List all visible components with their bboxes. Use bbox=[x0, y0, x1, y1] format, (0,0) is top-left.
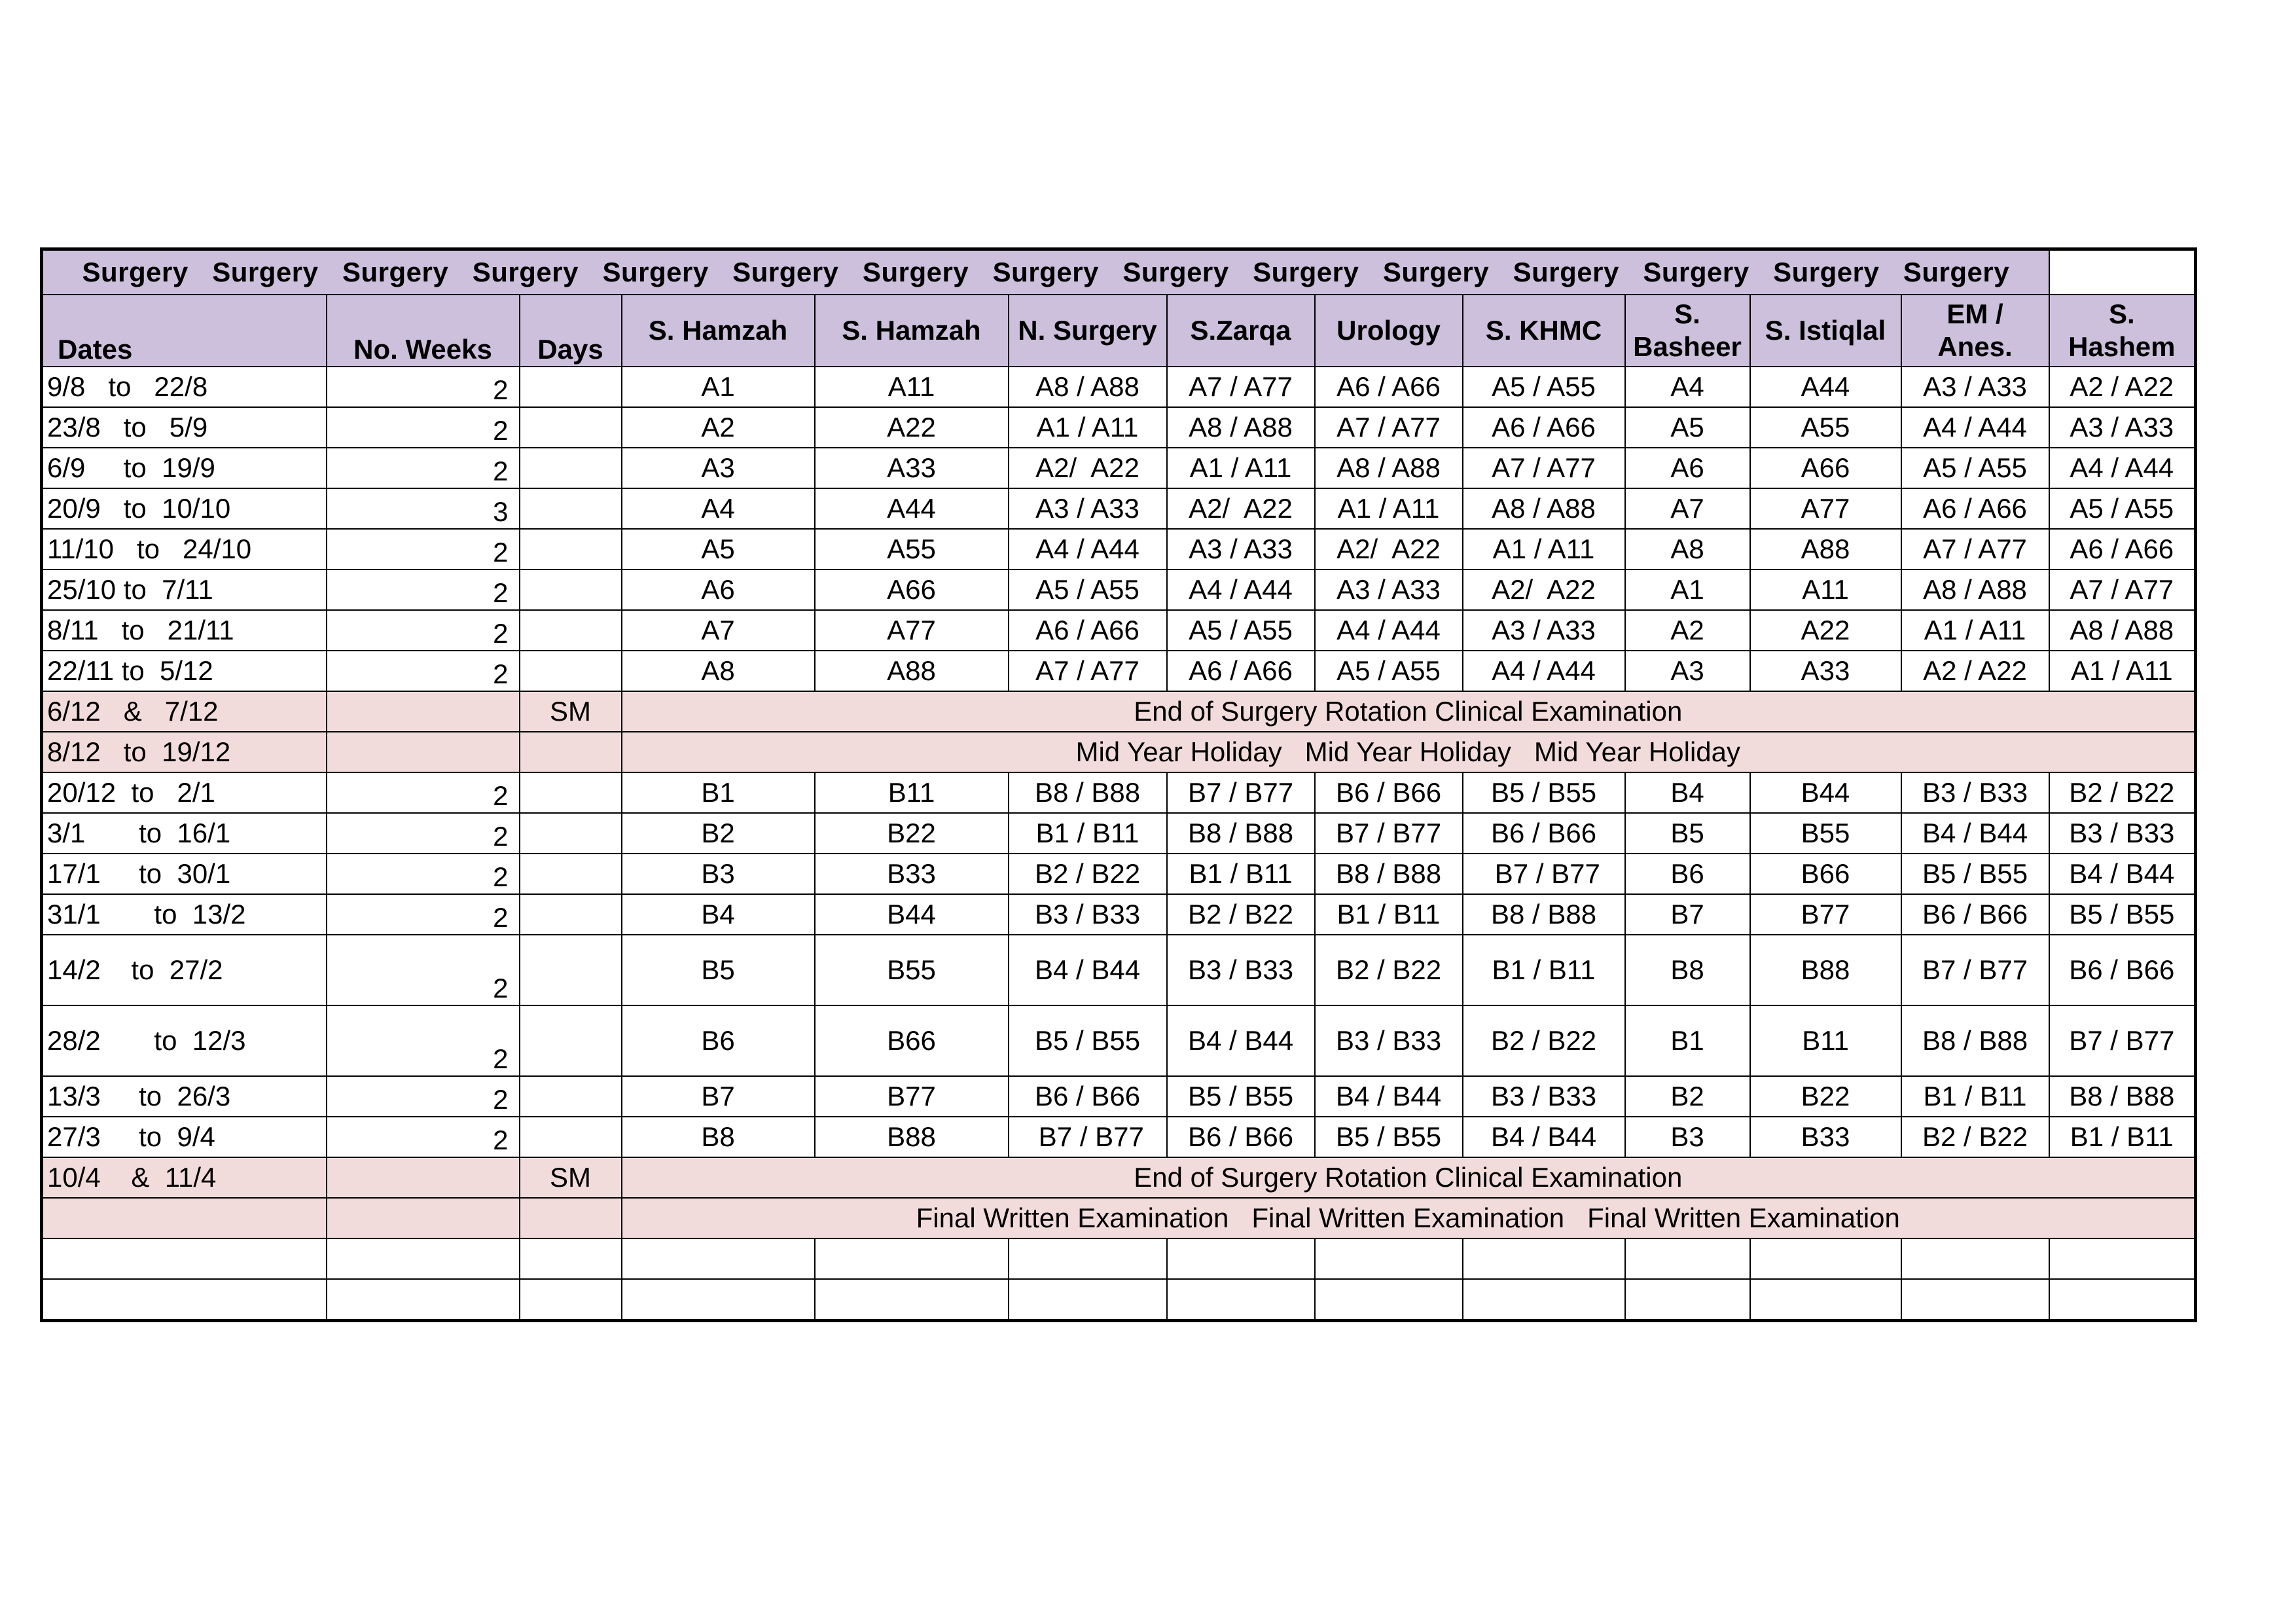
group-cell: B5 / B55 bbox=[1167, 1076, 1315, 1117]
group-cell: B2 / B22 bbox=[1167, 894, 1315, 935]
group-cell: A66 bbox=[815, 569, 1009, 610]
group-cell: A4 / A44 bbox=[1009, 529, 1167, 569]
group-cell: A7 bbox=[622, 610, 815, 651]
group-cell: B6 / B66 bbox=[1315, 772, 1463, 813]
group-cell: B5 / B55 bbox=[1463, 772, 1625, 813]
days-cell bbox=[520, 529, 622, 569]
group-cell: B2 bbox=[1625, 1076, 1750, 1117]
group-cell: B77 bbox=[1750, 894, 1901, 935]
group-cell: B2 bbox=[622, 813, 815, 854]
group-cell: B4 bbox=[622, 894, 815, 935]
group-cell: B77 bbox=[815, 1076, 1009, 1117]
group-cell: A4 / A44 bbox=[1463, 651, 1625, 691]
header-weeks: No. Weeks bbox=[327, 295, 520, 367]
table-row bbox=[42, 569, 2196, 610]
days-cell bbox=[520, 448, 622, 488]
group-cell: A5 / A55 bbox=[1463, 367, 1625, 407]
empty-cell bbox=[2049, 1279, 2196, 1321]
group-cell: A7 / A77 bbox=[1167, 367, 1315, 407]
header-col: EM / Anes. bbox=[1901, 295, 2049, 367]
span-text: Mid Year Holiday Mid Year Holiday Mid Year Holiday bbox=[622, 732, 2196, 772]
group-cell: B1 / B11 bbox=[1009, 813, 1167, 854]
group-cell: A6 / A66 bbox=[1315, 367, 1463, 407]
group-cell: B3 / B33 bbox=[1315, 1005, 1463, 1076]
group-cell: A3 bbox=[1625, 651, 1750, 691]
group-cell: A5 bbox=[622, 529, 815, 569]
weeks-cell: 2 bbox=[327, 894, 520, 935]
group-cell: A88 bbox=[1750, 529, 1901, 569]
days-cell bbox=[520, 569, 622, 610]
header-days: Days bbox=[520, 295, 622, 367]
days-cell bbox=[520, 894, 622, 935]
group-cell: A5 bbox=[1625, 407, 1750, 448]
span-text: End of Surgery Rotation Clinical Examination bbox=[622, 1157, 2196, 1198]
group-cell: A77 bbox=[815, 610, 1009, 651]
weeks-cell: 2 bbox=[327, 407, 520, 448]
group-cell: B7 / B77 bbox=[1009, 1117, 1167, 1157]
group-cell: A3 / A33 bbox=[1167, 529, 1315, 569]
weeks-cell: 2 bbox=[327, 610, 520, 651]
group-cell: B6 / B66 bbox=[1901, 894, 2049, 935]
group-cell: A1 bbox=[1625, 569, 1750, 610]
group-cell: A6 / A66 bbox=[1009, 610, 1167, 651]
group-cell: B7 / B77 bbox=[1315, 813, 1463, 854]
group-cell: A6 / A66 bbox=[2049, 529, 2196, 569]
group-cell: B55 bbox=[1750, 813, 1901, 854]
group-cell: A55 bbox=[815, 529, 1009, 569]
group-cell: B3 / B33 bbox=[1009, 894, 1167, 935]
weeks-cell: 2 bbox=[327, 529, 520, 569]
group-cell: A7 / A77 bbox=[1315, 407, 1463, 448]
group-cell: B22 bbox=[815, 813, 1009, 854]
group-cell: B66 bbox=[1750, 854, 1901, 894]
group-cell: A2 bbox=[1625, 610, 1750, 651]
banner-row bbox=[42, 249, 2196, 295]
group-cell: A1 / A11 bbox=[2049, 651, 2196, 691]
group-cell: B5 / B55 bbox=[1315, 1117, 1463, 1157]
days-cell bbox=[520, 854, 622, 894]
weeks-cell: 2 bbox=[327, 569, 520, 610]
empty-cell bbox=[1463, 1279, 1625, 1321]
date-cell bbox=[42, 1198, 327, 1238]
group-cell: A8 / A88 bbox=[1901, 569, 2049, 610]
weeks-cell bbox=[327, 1198, 520, 1238]
group-cell: B8 / B88 bbox=[1009, 772, 1167, 813]
weeks-cell: 2 bbox=[327, 1005, 520, 1076]
group-cell: A44 bbox=[815, 488, 1009, 529]
table-row bbox=[42, 1076, 2196, 1117]
group-cell: A66 bbox=[1750, 448, 1901, 488]
group-cell: B7 / B77 bbox=[1463, 854, 1625, 894]
empty-cell bbox=[622, 1279, 815, 1321]
date-cell: 6/9 to 19/9 bbox=[42, 448, 327, 488]
date-cell: 11/10 to 24/10 bbox=[42, 529, 327, 569]
table-row bbox=[42, 1005, 2196, 1076]
group-cell: B22 bbox=[1750, 1076, 1901, 1117]
days-cell: SM bbox=[520, 691, 622, 732]
group-cell: B1 / B11 bbox=[2049, 1117, 2196, 1157]
group-cell: A1 / A11 bbox=[1009, 407, 1167, 448]
group-cell: B4 / B44 bbox=[1009, 935, 1167, 1005]
schedule-table bbox=[40, 247, 2197, 1322]
group-cell: B3 / B33 bbox=[1167, 935, 1315, 1005]
days-cell bbox=[520, 407, 622, 448]
group-cell: A2/ A22 bbox=[1167, 488, 1315, 529]
group-cell: B2 / B22 bbox=[2049, 772, 2196, 813]
date-cell: 20/12 to 2/1 bbox=[42, 772, 327, 813]
empty-cell bbox=[520, 1279, 622, 1321]
group-cell: B3 / B33 bbox=[2049, 813, 2196, 854]
date-cell: 14/2 to 27/2 bbox=[42, 935, 327, 1005]
group-cell: A2 bbox=[622, 407, 815, 448]
group-cell: A2 / A22 bbox=[2049, 367, 2196, 407]
table-row bbox=[42, 367, 2196, 407]
group-cell: A7 bbox=[1625, 488, 1750, 529]
group-cell: B11 bbox=[1750, 1005, 1901, 1076]
group-cell: A1 bbox=[622, 367, 815, 407]
days-cell bbox=[520, 935, 622, 1005]
date-cell: 8/11 to 21/11 bbox=[42, 610, 327, 651]
group-cell: B6 / B66 bbox=[1167, 1117, 1315, 1157]
group-cell: B1 / B11 bbox=[1167, 854, 1315, 894]
group-cell: A3 / A33 bbox=[1901, 367, 2049, 407]
group-cell: B4 / B44 bbox=[1315, 1076, 1463, 1117]
group-cell: B5 / B55 bbox=[1009, 1005, 1167, 1076]
group-cell: A1 / A11 bbox=[1315, 488, 1463, 529]
group-cell: B1 / B11 bbox=[1901, 1076, 2049, 1117]
date-cell: 20/9 to 10/10 bbox=[42, 488, 327, 529]
group-cell: A4 / A44 bbox=[1901, 407, 2049, 448]
span-text: End of Surgery Rotation Clinical Examination bbox=[622, 691, 2196, 732]
group-cell: B66 bbox=[815, 1005, 1009, 1076]
group-cell: A33 bbox=[815, 448, 1009, 488]
table-row bbox=[42, 448, 2196, 488]
group-cell: B2 / B22 bbox=[1901, 1117, 2049, 1157]
group-cell: A55 bbox=[1750, 407, 1901, 448]
header-col: N. Surgery bbox=[1009, 295, 1167, 367]
banner-text: Surgery Surgery Surgery Surgery Surgery Surgery Surgery Surgery Surgery Surgery Surgery Surgery Surgery Surgery Surgery bbox=[42, 249, 2049, 295]
group-cell: B6 bbox=[622, 1005, 815, 1076]
date-cell: 22/11 to 5/12 bbox=[42, 651, 327, 691]
empty-cell bbox=[1315, 1279, 1463, 1321]
group-cell: B1 / B11 bbox=[1463, 935, 1625, 1005]
header-col: S. Hamzah bbox=[815, 295, 1009, 367]
weeks-cell: 2 bbox=[327, 367, 520, 407]
days-cell bbox=[520, 732, 622, 772]
weeks-cell bbox=[327, 732, 520, 772]
empty-cell bbox=[1009, 1279, 1167, 1321]
group-cell: B1 bbox=[622, 772, 815, 813]
group-cell: B44 bbox=[815, 894, 1009, 935]
group-cell: A22 bbox=[815, 407, 1009, 448]
date-cell: 6/12 & 7/12 bbox=[42, 691, 327, 732]
group-cell: B5 / B55 bbox=[1901, 854, 2049, 894]
date-cell: 8/12 to 19/12 bbox=[42, 732, 327, 772]
group-cell: A11 bbox=[815, 367, 1009, 407]
table-row bbox=[42, 651, 2196, 691]
empty-cell bbox=[815, 1279, 1009, 1321]
span-text: Final Written Examination Final Written Examination Final Written Examination bbox=[622, 1198, 2196, 1238]
group-cell: A2/ A22 bbox=[1009, 448, 1167, 488]
group-cell: B7 bbox=[622, 1076, 815, 1117]
empty-cell bbox=[1625, 1279, 1750, 1321]
empty-cell bbox=[622, 1238, 815, 1279]
header-col: S. Hamzah bbox=[622, 295, 815, 367]
group-cell: A22 bbox=[1750, 610, 1901, 651]
empty-cell bbox=[1315, 1238, 1463, 1279]
group-cell: A5 / A55 bbox=[2049, 488, 2196, 529]
table-row bbox=[42, 610, 2196, 651]
group-cell: A8 / A88 bbox=[1167, 407, 1315, 448]
group-cell: B44 bbox=[1750, 772, 1901, 813]
group-cell: B88 bbox=[1750, 935, 1901, 1005]
weeks-cell: 2 bbox=[327, 813, 520, 854]
empty-cell bbox=[520, 1238, 622, 1279]
group-cell: A33 bbox=[1750, 651, 1901, 691]
date-cell: 31/1 to 13/2 bbox=[42, 894, 327, 935]
group-cell: A7 / A77 bbox=[2049, 569, 2196, 610]
date-cell: 27/3 to 9/4 bbox=[42, 1117, 327, 1157]
exam-row bbox=[42, 691, 2196, 732]
group-cell: B4 / B44 bbox=[1463, 1117, 1625, 1157]
group-cell: A5 / A55 bbox=[1315, 651, 1463, 691]
empty-cell bbox=[327, 1238, 520, 1279]
group-cell: A8 / A88 bbox=[1463, 488, 1625, 529]
empty-cell bbox=[1625, 1238, 1750, 1279]
group-cell: A2/ A22 bbox=[1463, 569, 1625, 610]
empty-cell bbox=[815, 1238, 1009, 1279]
empty-cell bbox=[42, 1279, 327, 1321]
weeks-cell bbox=[327, 691, 520, 732]
group-cell: A8 bbox=[622, 651, 815, 691]
group-cell: B3 / B33 bbox=[1463, 1076, 1625, 1117]
date-cell: 10/4 & 11/4 bbox=[42, 1157, 327, 1198]
group-cell: B8 / B88 bbox=[1167, 813, 1315, 854]
group-cell: A88 bbox=[815, 651, 1009, 691]
group-cell: A1 / A11 bbox=[1463, 529, 1625, 569]
date-cell: 9/8 to 22/8 bbox=[42, 367, 327, 407]
group-cell: A6 / A66 bbox=[1167, 651, 1315, 691]
group-cell: A8 / A88 bbox=[1009, 367, 1167, 407]
days-cell bbox=[520, 610, 622, 651]
date-cell: 3/1 to 16/1 bbox=[42, 813, 327, 854]
group-cell: A6 / A66 bbox=[1463, 407, 1625, 448]
group-cell: B6 / B66 bbox=[1009, 1076, 1167, 1117]
weeks-cell bbox=[327, 1157, 520, 1198]
group-cell: A3 bbox=[622, 448, 815, 488]
group-cell: A5 / A55 bbox=[1167, 610, 1315, 651]
group-cell: A5 / A55 bbox=[1009, 569, 1167, 610]
group-cell: A7 / A77 bbox=[1901, 529, 2049, 569]
group-cell: B4 / B44 bbox=[1901, 813, 2049, 854]
table-row bbox=[42, 813, 2196, 854]
group-cell: B6 / B66 bbox=[2049, 935, 2196, 1005]
table-row bbox=[42, 854, 2196, 894]
weeks-cell: 2 bbox=[327, 651, 520, 691]
group-cell: A4 / A44 bbox=[1315, 610, 1463, 651]
group-cell: B8 bbox=[1625, 935, 1750, 1005]
days-cell bbox=[520, 1117, 622, 1157]
empty-cell bbox=[327, 1279, 520, 1321]
group-cell: B1 / B11 bbox=[1315, 894, 1463, 935]
date-cell: 23/8 to 5/9 bbox=[42, 407, 327, 448]
group-cell: A7 / A77 bbox=[1009, 651, 1167, 691]
table-row bbox=[42, 529, 2196, 569]
empty-cell bbox=[2049, 1238, 2196, 1279]
group-cell: B3 / B33 bbox=[1901, 772, 2049, 813]
header-col: S.Zarqa bbox=[1167, 295, 1315, 367]
group-cell: B55 bbox=[815, 935, 1009, 1005]
weeks-cell: 2 bbox=[327, 772, 520, 813]
group-cell: B2 / B22 bbox=[1315, 935, 1463, 1005]
group-cell: B2 / B22 bbox=[1009, 854, 1167, 894]
group-cell: B3 bbox=[622, 854, 815, 894]
date-cell: 28/2 to 12/3 bbox=[42, 1005, 327, 1076]
header-dates: Dates bbox=[42, 295, 327, 367]
days-cell bbox=[520, 813, 622, 854]
days-cell bbox=[520, 367, 622, 407]
group-cell: A3 / A33 bbox=[1463, 610, 1625, 651]
group-cell: A4 / A44 bbox=[1167, 569, 1315, 610]
group-cell: A44 bbox=[1750, 367, 1901, 407]
empty-cell bbox=[1167, 1238, 1315, 1279]
days-cell bbox=[520, 1076, 622, 1117]
rotation-schedule bbox=[40, 247, 2197, 1322]
empty-cell bbox=[1901, 1238, 2049, 1279]
group-cell: B7 / B77 bbox=[1901, 935, 2049, 1005]
header-col: S. Hashem bbox=[2049, 295, 2196, 367]
table-row bbox=[42, 772, 2196, 813]
group-cell: B5 / B55 bbox=[2049, 894, 2196, 935]
table-row bbox=[42, 935, 2196, 1005]
group-cell: A11 bbox=[1750, 569, 1901, 610]
group-cell: A8 / A88 bbox=[2049, 610, 2196, 651]
empty-cell bbox=[42, 1238, 327, 1279]
empty-cell bbox=[1750, 1279, 1901, 1321]
group-cell: B7 / B77 bbox=[2049, 1005, 2196, 1076]
holiday-row bbox=[42, 732, 2196, 772]
group-cell: B11 bbox=[815, 772, 1009, 813]
group-cell: B5 bbox=[622, 935, 815, 1005]
group-cell: A6 bbox=[622, 569, 815, 610]
group-cell: B7 / B77 bbox=[1167, 772, 1315, 813]
group-cell: B1 bbox=[1625, 1005, 1750, 1076]
weeks-cell: 3 bbox=[327, 488, 520, 529]
group-cell: B8 / B88 bbox=[1901, 1005, 2049, 1076]
header-col: S. Basheer bbox=[1625, 295, 1750, 367]
weeks-cell: 2 bbox=[327, 854, 520, 894]
days-cell bbox=[520, 651, 622, 691]
group-cell: A8 / A88 bbox=[1315, 448, 1463, 488]
table-row bbox=[42, 1117, 2196, 1157]
group-cell: B6 bbox=[1625, 854, 1750, 894]
group-cell: B33 bbox=[815, 854, 1009, 894]
group-cell: B7 bbox=[1625, 894, 1750, 935]
weeks-cell: 2 bbox=[327, 448, 520, 488]
group-cell: B2 / B22 bbox=[1463, 1005, 1625, 1076]
empty-row bbox=[42, 1238, 2196, 1279]
days-cell: SM bbox=[520, 1157, 622, 1198]
group-cell: B8 bbox=[622, 1117, 815, 1157]
group-cell: A3 / A33 bbox=[1009, 488, 1167, 529]
days-cell bbox=[520, 488, 622, 529]
group-cell: B33 bbox=[1750, 1117, 1901, 1157]
table-row bbox=[42, 407, 2196, 448]
group-cell: B88 bbox=[815, 1117, 1009, 1157]
group-cell: B8 / B88 bbox=[2049, 1076, 2196, 1117]
group-cell: B4 / B44 bbox=[1167, 1005, 1315, 1076]
group-cell: A7 / A77 bbox=[1463, 448, 1625, 488]
days-cell bbox=[520, 1198, 622, 1238]
empty-row bbox=[42, 1279, 2196, 1321]
group-cell: A77 bbox=[1750, 488, 1901, 529]
header-col: S. Istiqlal bbox=[1750, 295, 1901, 367]
weeks-cell: 2 bbox=[327, 935, 520, 1005]
group-cell: A1 / A11 bbox=[1901, 610, 2049, 651]
group-cell: A2/ A22 bbox=[1315, 529, 1463, 569]
weeks-cell: 2 bbox=[327, 1076, 520, 1117]
group-cell: B6 / B66 bbox=[1463, 813, 1625, 854]
exam-row bbox=[42, 1157, 2196, 1198]
weeks-cell: 2 bbox=[327, 1117, 520, 1157]
table-row bbox=[42, 894, 2196, 935]
group-cell: B4 / B44 bbox=[2049, 854, 2196, 894]
group-cell: A6 bbox=[1625, 448, 1750, 488]
group-cell: A5 / A55 bbox=[1901, 448, 2049, 488]
group-cell: B3 bbox=[1625, 1117, 1750, 1157]
group-cell: A2 / A22 bbox=[1901, 651, 2049, 691]
date-cell: 13/3 to 26/3 bbox=[42, 1076, 327, 1117]
group-cell: A4 bbox=[1625, 367, 1750, 407]
group-cell: A8 bbox=[1625, 529, 1750, 569]
empty-cell bbox=[1901, 1279, 2049, 1321]
empty-cell bbox=[1463, 1238, 1625, 1279]
group-cell: A6 / A66 bbox=[1901, 488, 2049, 529]
days-cell bbox=[520, 772, 622, 813]
group-cell: A1 / A11 bbox=[1167, 448, 1315, 488]
group-cell: B4 bbox=[1625, 772, 1750, 813]
date-cell: 17/1 to 30/1 bbox=[42, 854, 327, 894]
empty-cell bbox=[1009, 1238, 1167, 1279]
date-cell: 25/10 to 7/11 bbox=[42, 569, 327, 610]
group-cell: B5 bbox=[1625, 813, 1750, 854]
header-col: Urology bbox=[1315, 295, 1463, 367]
final-exam-row bbox=[42, 1198, 2196, 1238]
header-col: S. KHMC bbox=[1463, 295, 1625, 367]
empty-cell bbox=[1750, 1238, 1901, 1279]
group-cell: B8 / B88 bbox=[1315, 854, 1463, 894]
group-cell: A3 / A33 bbox=[1315, 569, 1463, 610]
header-row bbox=[42, 295, 2196, 367]
group-cell: A3 / A33 bbox=[2049, 407, 2196, 448]
table-row bbox=[42, 488, 2196, 529]
group-cell: B8 / B88 bbox=[1463, 894, 1625, 935]
days-cell bbox=[520, 1005, 622, 1076]
group-cell: A4 bbox=[622, 488, 815, 529]
empty-cell bbox=[1167, 1279, 1315, 1321]
group-cell: A4 / A44 bbox=[2049, 448, 2196, 488]
